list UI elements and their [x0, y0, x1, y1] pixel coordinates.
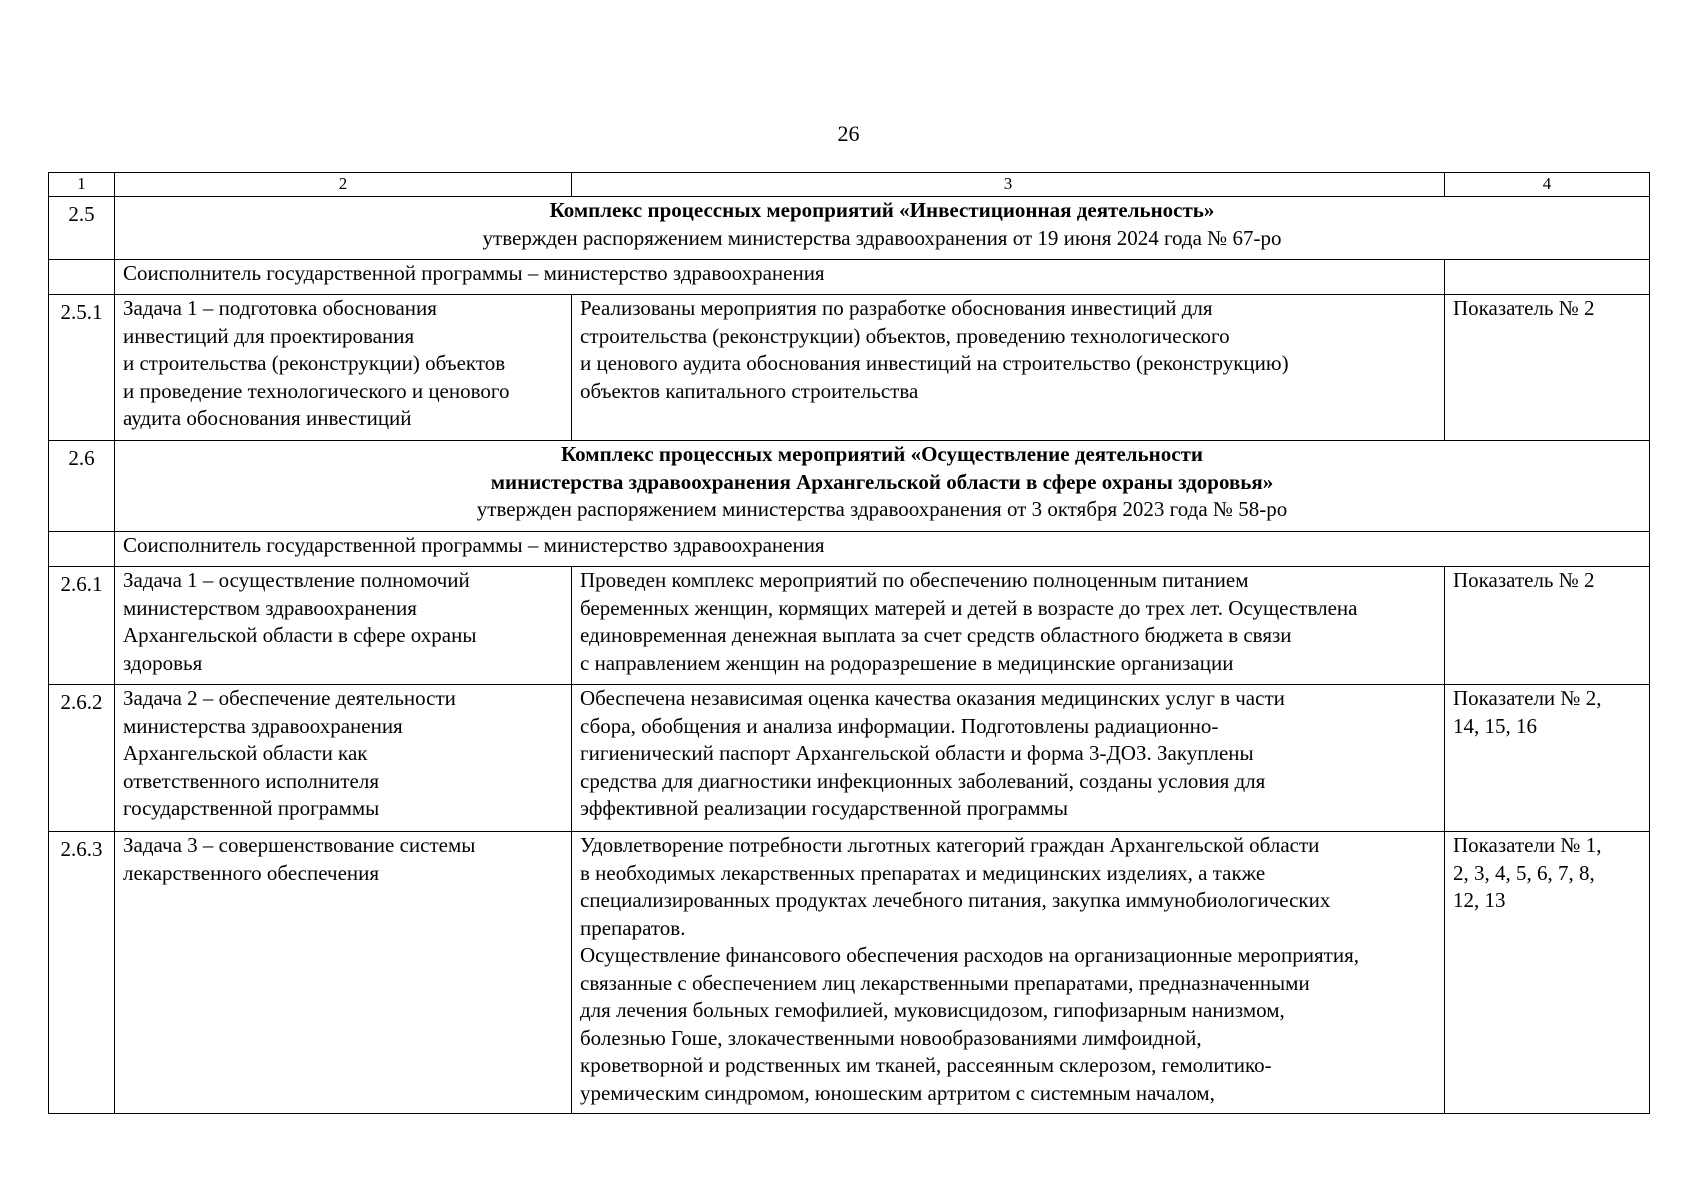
- text-line: ответственного исполнителя: [123, 768, 379, 793]
- text-line: министерством здравоохранения: [123, 595, 417, 620]
- text-line: 2, 3, 4, 5, 6, 7, 8,: [1453, 860, 1595, 885]
- text-line: эффективной реализации государственной программы: [580, 796, 1068, 820]
- program-table: [48, 172, 1650, 1114]
- task-indicators: [1445, 295, 1650, 441]
- coexecutor-text: Соисполнитель государственной программы – министерство здравоохранения: [115, 532, 1650, 567]
- text-line: Проведен комплекс мероприятий по обеспечению полноценным питанием: [580, 568, 1249, 592]
- text-line: и ценового аудита обоснования инвестиций на строительство (реконструкцию): [580, 351, 1289, 375]
- task-description: [115, 295, 572, 441]
- task-indicators: [1445, 832, 1650, 1114]
- section-number: 2.6: [49, 441, 115, 532]
- complex-heading: [115, 441, 1650, 532]
- text-line: уремическим синдромом, юношеским артритом с системным началом,: [580, 1080, 1215, 1105]
- page-number: 26: [837, 121, 860, 146]
- complex-approval: утвержден распоряжением министерства здравоохранения от 3 октября 2023 года № 58-ро: [476, 497, 1288, 521]
- text-line: Задача 3 – совершенствование системы: [123, 833, 476, 857]
- text-line: государственной программы: [123, 796, 380, 820]
- text-line: специализированных продуктах лечебного питания, закупка иммунобиологических: [580, 888, 1331, 912]
- task-result: [572, 685, 1445, 832]
- task-result: [572, 567, 1445, 685]
- empty-cell: [49, 260, 115, 295]
- task-number: 2.6.3: [49, 832, 115, 1114]
- text-line: объектов капитального строительства: [580, 378, 919, 403]
- task-row: [49, 295, 1650, 441]
- text-line: Задача 2 – обеспечение деятельности: [123, 686, 456, 710]
- task-indicators: [1445, 567, 1650, 685]
- column-number-4: 4: [1445, 173, 1650, 197]
- text-line: беременных женщин, кормящих матерей и детей в возрасте до трех лет. Осуществлена: [580, 595, 1358, 620]
- text-line: связанные с обеспечением лиц лекарственными препаратами, предназначенными: [580, 970, 1310, 995]
- task-number: 2.6.2: [49, 685, 115, 832]
- column-number-1: 1: [49, 173, 115, 197]
- complex-heading: [115, 197, 1650, 260]
- text-line: Показатели № 1,: [1453, 833, 1602, 857]
- task-indicators: [1445, 685, 1650, 832]
- task-number: 2.5.1: [49, 295, 115, 441]
- text-line: в необходимых лекарственных препаратах и медицинских изделиях, а также: [580, 860, 1266, 885]
- task-row: [49, 832, 1650, 1114]
- complex-row: [49, 197, 1650, 260]
- empty-cell: [49, 532, 115, 567]
- task-description: [115, 567, 572, 685]
- text-line: строительства (реконструкции) объектов, проведению технологического: [580, 323, 1230, 348]
- table-header-row: [49, 173, 1650, 197]
- text-line: инвестиций для проектирования: [123, 323, 415, 348]
- text-line: с направлением женщин на родоразрешение в медицинские организации: [580, 650, 1234, 675]
- text-line: Обеспечена независимая оценка качества оказания медицинских услуг в части: [580, 686, 1285, 710]
- complex-approval: утвержден распоряжением министерства здравоохранения от 19 июня 2024 года № 67-ро: [482, 225, 1282, 250]
- task-row: [49, 685, 1650, 832]
- text-line: Осуществление финансового обеспечения расходов на организационные мероприятия,: [580, 943, 1360, 967]
- task-row: [49, 567, 1650, 685]
- task-result: [572, 295, 1445, 441]
- text-line: болезнью Гоше, злокачественными новообразованиями лимфоидной,: [580, 1025, 1202, 1050]
- text-line: Показатель № 2: [1453, 296, 1595, 320]
- text-line: министерства здравоохранения: [123, 713, 403, 738]
- text-line: и проведение технологического и ценового: [123, 378, 510, 403]
- complex-title-line: министерства здравоохранения Архангельской области в сфере охраны здоровья»: [490, 469, 1274, 494]
- text-line: кроветворной и родственных им тканей, рассеянным склерозом, гемолитико-: [580, 1053, 1272, 1077]
- text-line: для лечения больных гемофилией, муковисцидозом, гипофизарным нанизмом,: [580, 998, 1285, 1022]
- text-line: здоровья: [123, 650, 203, 675]
- text-line: препаратов.: [580, 915, 686, 940]
- task-number: 2.6.1: [49, 567, 115, 685]
- coexecutor-text: Соисполнитель государственной программы – министерство здравоохранения: [115, 260, 1445, 295]
- empty-cell: [1445, 260, 1650, 295]
- text-line: и строительства (реконструкции) объектов: [123, 351, 506, 375]
- task-result: [572, 832, 1445, 1114]
- text-line: средства для диагностики инфекционных заболеваний, созданы условия для: [580, 768, 1266, 793]
- coexecutor-row: [49, 260, 1650, 295]
- text-line: лекарственного обеспечения: [123, 860, 380, 885]
- text-line: сбора, обобщения и анализа информации. Подготовлены радиационно-: [580, 713, 1219, 738]
- task-description: [115, 832, 572, 1114]
- text-line: Удовлетворение потребности льготных категорий граждан Архангельской области: [580, 833, 1320, 857]
- coexecutor-row: [49, 532, 1650, 567]
- text-line: Показатель № 2: [1453, 568, 1595, 592]
- text-line: Задача 1 – осуществление полномочий: [123, 568, 470, 592]
- task-description: [115, 685, 572, 832]
- section-number: 2.5: [49, 197, 115, 260]
- text-line: гигиенический паспорт Архангельской области и форма 3-ДОЗ. Закуплены: [580, 741, 1254, 765]
- complex-row: [49, 441, 1650, 532]
- text-line: Задача 1 – подготовка обоснования: [123, 296, 437, 320]
- complex-title: Комплекс процессных мероприятий «Инвестиционная деятельность»: [549, 198, 1215, 222]
- column-number-2: 2: [115, 173, 572, 197]
- complex-title-line: Комплекс процессных мероприятий «Осуществление деятельности: [560, 442, 1203, 466]
- text-line: Архангельской области как: [123, 741, 368, 765]
- text-line: единовременная денежная выплата за счет средств областного бюджета в связи: [580, 623, 1292, 647]
- text-line: Архангельской области в сфере охраны: [123, 623, 477, 647]
- text-line: Реализованы мероприятия по разработке обоснования инвестиций для: [580, 296, 1213, 320]
- text-line: 14, 15, 16: [1453, 713, 1537, 738]
- text-line: 12, 13: [1453, 888, 1506, 912]
- text-line: аудита обоснования инвестиций: [123, 406, 412, 430]
- column-number-3: 3: [572, 173, 1445, 197]
- text-line: Показатели № 2,: [1453, 686, 1602, 710]
